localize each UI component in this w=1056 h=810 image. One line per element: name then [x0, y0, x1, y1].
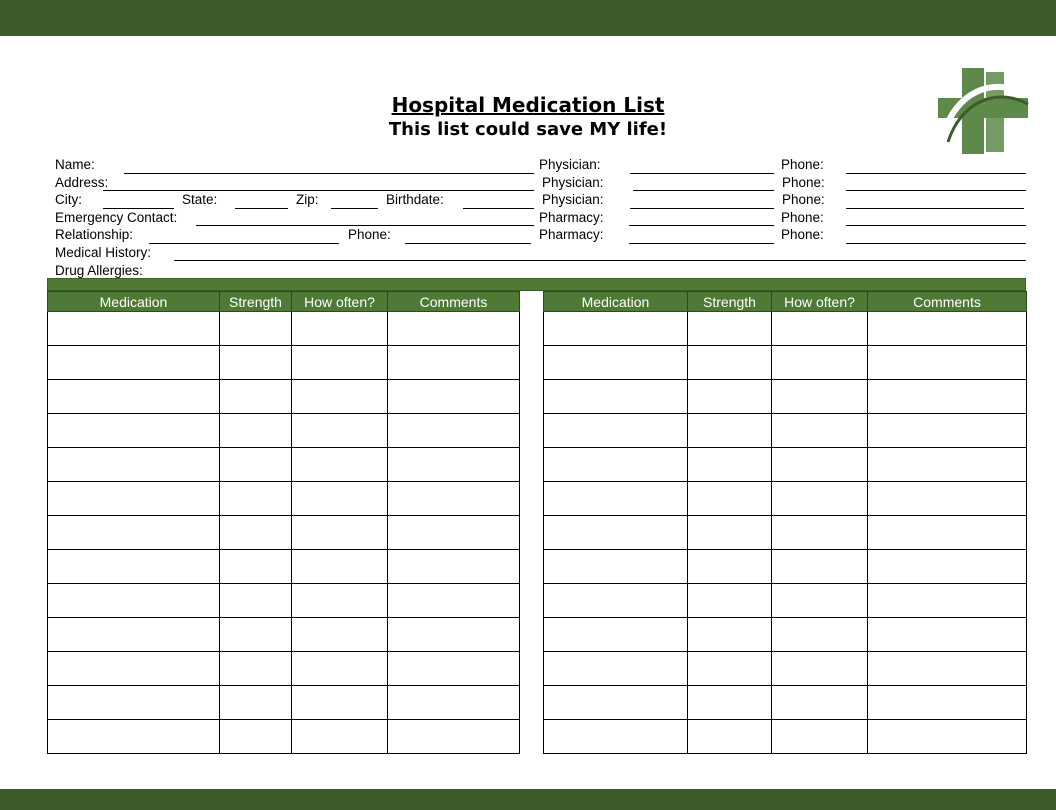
comments-cell[interactable]	[388, 448, 520, 482]
strength-cell[interactable]	[220, 618, 292, 652]
medical-cross-swoosh-icon	[934, 64, 1032, 160]
table-row	[48, 720, 520, 754]
strength-cell[interactable]	[220, 414, 292, 448]
strength-cell[interactable]	[688, 380, 772, 414]
pharmacy-label: Pharmacy:	[539, 227, 604, 242]
physician-phone-label: Phone:	[781, 157, 824, 172]
column-header-medication: Medication	[544, 292, 688, 312]
medication-rows	[48, 312, 520, 754]
how-often-cell[interactable]	[772, 312, 868, 346]
medication-cell[interactable]	[544, 380, 688, 414]
table-row	[48, 482, 520, 516]
table-row	[544, 448, 1027, 482]
medication-cell[interactable]	[48, 652, 220, 686]
table-row	[48, 516, 520, 550]
table-row	[544, 584, 1027, 618]
medication-cell[interactable]	[48, 414, 220, 448]
pharmacy-phone-label: Phone:	[781, 210, 824, 225]
table-row	[544, 618, 1027, 652]
table-row	[544, 380, 1027, 414]
comments-cell[interactable]	[868, 414, 1027, 448]
table-row	[544, 346, 1027, 380]
comments-cell[interactable]	[388, 414, 520, 448]
pharmacy-label: Pharmacy:	[539, 210, 604, 225]
how-often-cell[interactable]	[772, 618, 868, 652]
table-row	[544, 652, 1027, 686]
medication-cell[interactable]	[48, 380, 220, 414]
state-label: State:	[182, 192, 218, 207]
strength-cell[interactable]	[688, 686, 772, 720]
strength-cell[interactable]	[688, 346, 772, 380]
medication-cell[interactable]	[48, 312, 220, 346]
how-often-cell[interactable]	[772, 550, 868, 584]
pharmacy-field[interactable]	[629, 243, 774, 244]
physician-label: Physician:	[539, 157, 601, 172]
table-row	[544, 686, 1027, 720]
comments-cell[interactable]	[388, 584, 520, 618]
address-label: Address:	[55, 175, 109, 190]
physician-field[interactable]	[630, 173, 774, 174]
pharmacy-phone-label: Phone:	[781, 227, 824, 242]
zip-field[interactable]	[331, 208, 378, 209]
comments-cell[interactable]	[868, 380, 1027, 414]
strength-cell[interactable]	[220, 482, 292, 516]
comments-cell[interactable]	[868, 312, 1027, 346]
strength-cell[interactable]	[220, 346, 292, 380]
physician-phone-label: Phone:	[782, 192, 825, 207]
medication-cell[interactable]	[544, 448, 688, 482]
how-often-cell[interactable]	[772, 346, 868, 380]
column-header-comments: Comments	[388, 292, 520, 312]
table-row	[48, 584, 520, 618]
how-often-cell[interactable]	[292, 720, 388, 754]
strength-cell[interactable]	[220, 516, 292, 550]
table-row	[48, 652, 520, 686]
comments-cell[interactable]	[388, 618, 520, 652]
emergency-contact-label: Emergency Contact:	[55, 210, 178, 225]
comments-cell[interactable]	[388, 312, 520, 346]
medication-cell[interactable]	[48, 482, 220, 516]
how-often-cell[interactable]	[772, 652, 868, 686]
table-row	[48, 618, 520, 652]
comments-cell[interactable]	[388, 516, 520, 550]
table-row	[544, 720, 1027, 754]
medical-history-label: Medical History:	[55, 245, 152, 260]
how-often-cell[interactable]	[292, 686, 388, 720]
comments-cell[interactable]	[388, 720, 520, 754]
how-often-cell[interactable]	[772, 448, 868, 482]
city-label: City:	[55, 192, 82, 207]
column-header-strength: Strength	[220, 292, 292, 312]
medication-cell[interactable]	[544, 482, 688, 516]
medication-cell[interactable]	[544, 686, 688, 720]
table-row	[544, 550, 1027, 584]
physician-phone-field[interactable]	[846, 173, 1026, 174]
table-row	[48, 550, 520, 584]
table-row	[544, 516, 1027, 550]
medication-rows	[544, 312, 1027, 754]
strength-cell[interactable]	[220, 448, 292, 482]
medication-cell[interactable]	[544, 346, 688, 380]
medication-cell[interactable]	[544, 720, 688, 754]
bottom-band	[0, 789, 1056, 810]
how-often-cell[interactable]	[292, 584, 388, 618]
how-often-cell[interactable]	[292, 380, 388, 414]
how-often-cell[interactable]	[292, 346, 388, 380]
medication-cell[interactable]	[544, 516, 688, 550]
comments-cell[interactable]	[388, 482, 520, 516]
how-often-cell[interactable]	[772, 584, 868, 618]
medication-cell[interactable]	[544, 312, 688, 346]
comments-cell[interactable]	[388, 652, 520, 686]
strength-cell[interactable]	[220, 312, 292, 346]
address-field[interactable]	[103, 190, 534, 191]
comments-cell[interactable]	[868, 346, 1027, 380]
name-label: Name:	[55, 157, 95, 172]
strength-cell[interactable]	[688, 720, 772, 754]
medication-cell[interactable]	[48, 720, 220, 754]
comments-cell[interactable]	[868, 618, 1027, 652]
physician-field[interactable]	[633, 190, 774, 191]
how-often-cell[interactable]	[772, 720, 868, 754]
how-often-cell[interactable]	[292, 448, 388, 482]
medication-cell[interactable]	[544, 414, 688, 448]
emergency-contact-field[interactable]	[196, 225, 534, 226]
table-row	[48, 414, 520, 448]
birthdate-field[interactable]	[463, 208, 534, 209]
how-often-cell[interactable]	[772, 516, 868, 550]
physician-label: Physician:	[542, 192, 604, 207]
table-row	[48, 686, 520, 720]
medication-cell[interactable]	[544, 550, 688, 584]
medication-cell[interactable]	[48, 346, 220, 380]
comments-cell[interactable]	[868, 448, 1027, 482]
table-row	[48, 346, 520, 380]
table-row	[48, 448, 520, 482]
table-row	[48, 312, 520, 346]
table-row	[544, 414, 1027, 448]
strength-cell[interactable]	[220, 584, 292, 618]
strength-cell[interactable]	[688, 584, 772, 618]
comments-cell[interactable]	[868, 720, 1027, 754]
strength-cell[interactable]	[220, 652, 292, 686]
comments-cell[interactable]	[388, 346, 520, 380]
how-often-cell[interactable]	[292, 652, 388, 686]
drug-allergies-label: Drug Allergies:	[55, 263, 143, 278]
how-often-cell[interactable]	[292, 516, 388, 550]
column-header-comments: Comments	[868, 292, 1027, 312]
physician-label: Physician:	[542, 175, 604, 190]
strength-cell[interactable]	[220, 686, 292, 720]
medication-cell[interactable]	[48, 448, 220, 482]
birthdate-label: Birthdate:	[386, 192, 444, 207]
physician-phone-label: Phone:	[782, 175, 825, 190]
strength-cell[interactable]	[220, 380, 292, 414]
city-field[interactable]	[103, 208, 174, 209]
how-often-cell[interactable]	[772, 482, 868, 516]
medication-cell[interactable]	[544, 584, 688, 618]
section-divider-bar	[47, 278, 1026, 291]
emergency-phone-label: Phone:	[348, 227, 391, 242]
medication-cell[interactable]	[544, 618, 688, 652]
relationship-label: Relationship:	[55, 227, 134, 242]
medication-cell[interactable]	[48, 550, 220, 584]
medication-table-left	[47, 291, 520, 754]
physician-phone-field[interactable]	[846, 190, 1026, 191]
strength-cell[interactable]	[688, 652, 772, 686]
header	[300, 92, 756, 142]
comments-cell[interactable]	[868, 584, 1027, 618]
how-often-cell[interactable]	[772, 380, 868, 414]
column-header-how-often: How often?	[772, 292, 868, 312]
relationship-field[interactable]	[149, 243, 339, 244]
strength-cell[interactable]	[688, 618, 772, 652]
strength-cell[interactable]	[688, 414, 772, 448]
strength-cell[interactable]	[220, 550, 292, 584]
medical-history-field[interactable]	[174, 260, 1026, 261]
table-row	[544, 312, 1027, 346]
page-subtitle: This list could save MY life!	[388, 119, 668, 140]
how-often-cell[interactable]	[292, 414, 388, 448]
column-header-how-often: How often?	[292, 292, 388, 312]
physician-phone-field[interactable]	[846, 208, 1024, 209]
strength-cell[interactable]	[688, 482, 772, 516]
table-row	[544, 482, 1027, 516]
medication-cell[interactable]	[48, 618, 220, 652]
emergency-phone-field[interactable]	[405, 243, 531, 244]
state-field[interactable]	[235, 208, 288, 209]
comments-cell[interactable]	[868, 686, 1027, 720]
strength-cell[interactable]	[688, 312, 772, 346]
table-row	[48, 380, 520, 414]
medication-table-right	[543, 291, 1027, 754]
medication-cell[interactable]	[48, 584, 220, 618]
how-often-cell[interactable]	[772, 686, 868, 720]
comments-cell[interactable]	[388, 380, 520, 414]
strength-cell[interactable]	[220, 720, 292, 754]
pharmacy-phone-field[interactable]	[846, 243, 1026, 244]
how-often-cell[interactable]	[292, 618, 388, 652]
medication-cell[interactable]	[544, 652, 688, 686]
page-title: Hospital Medication List	[391, 93, 665, 117]
strength-cell[interactable]	[688, 516, 772, 550]
physician-field[interactable]	[630, 208, 774, 209]
pharmacy-phone-field[interactable]	[846, 225, 1026, 226]
column-header-medication: Medication	[48, 292, 220, 312]
medication-cell[interactable]	[48, 686, 220, 720]
pharmacy-field[interactable]	[629, 225, 774, 226]
strength-cell[interactable]	[688, 448, 772, 482]
comments-cell[interactable]	[388, 550, 520, 584]
name-field[interactable]	[124, 173, 534, 174]
comments-cell[interactable]	[868, 482, 1027, 516]
how-often-cell[interactable]	[772, 414, 868, 448]
column-header-strength: Strength	[688, 292, 772, 312]
zip-label: Zip:	[296, 192, 319, 207]
how-often-cell[interactable]	[292, 312, 388, 346]
medication-cell[interactable]	[48, 516, 220, 550]
how-often-cell[interactable]	[292, 482, 388, 516]
top-band	[0, 0, 1056, 36]
comments-cell[interactable]	[868, 550, 1027, 584]
how-often-cell[interactable]	[292, 550, 388, 584]
strength-cell[interactable]	[688, 550, 772, 584]
comments-cell[interactable]	[868, 652, 1027, 686]
comments-cell[interactable]	[868, 516, 1027, 550]
comments-cell[interactable]	[388, 686, 520, 720]
